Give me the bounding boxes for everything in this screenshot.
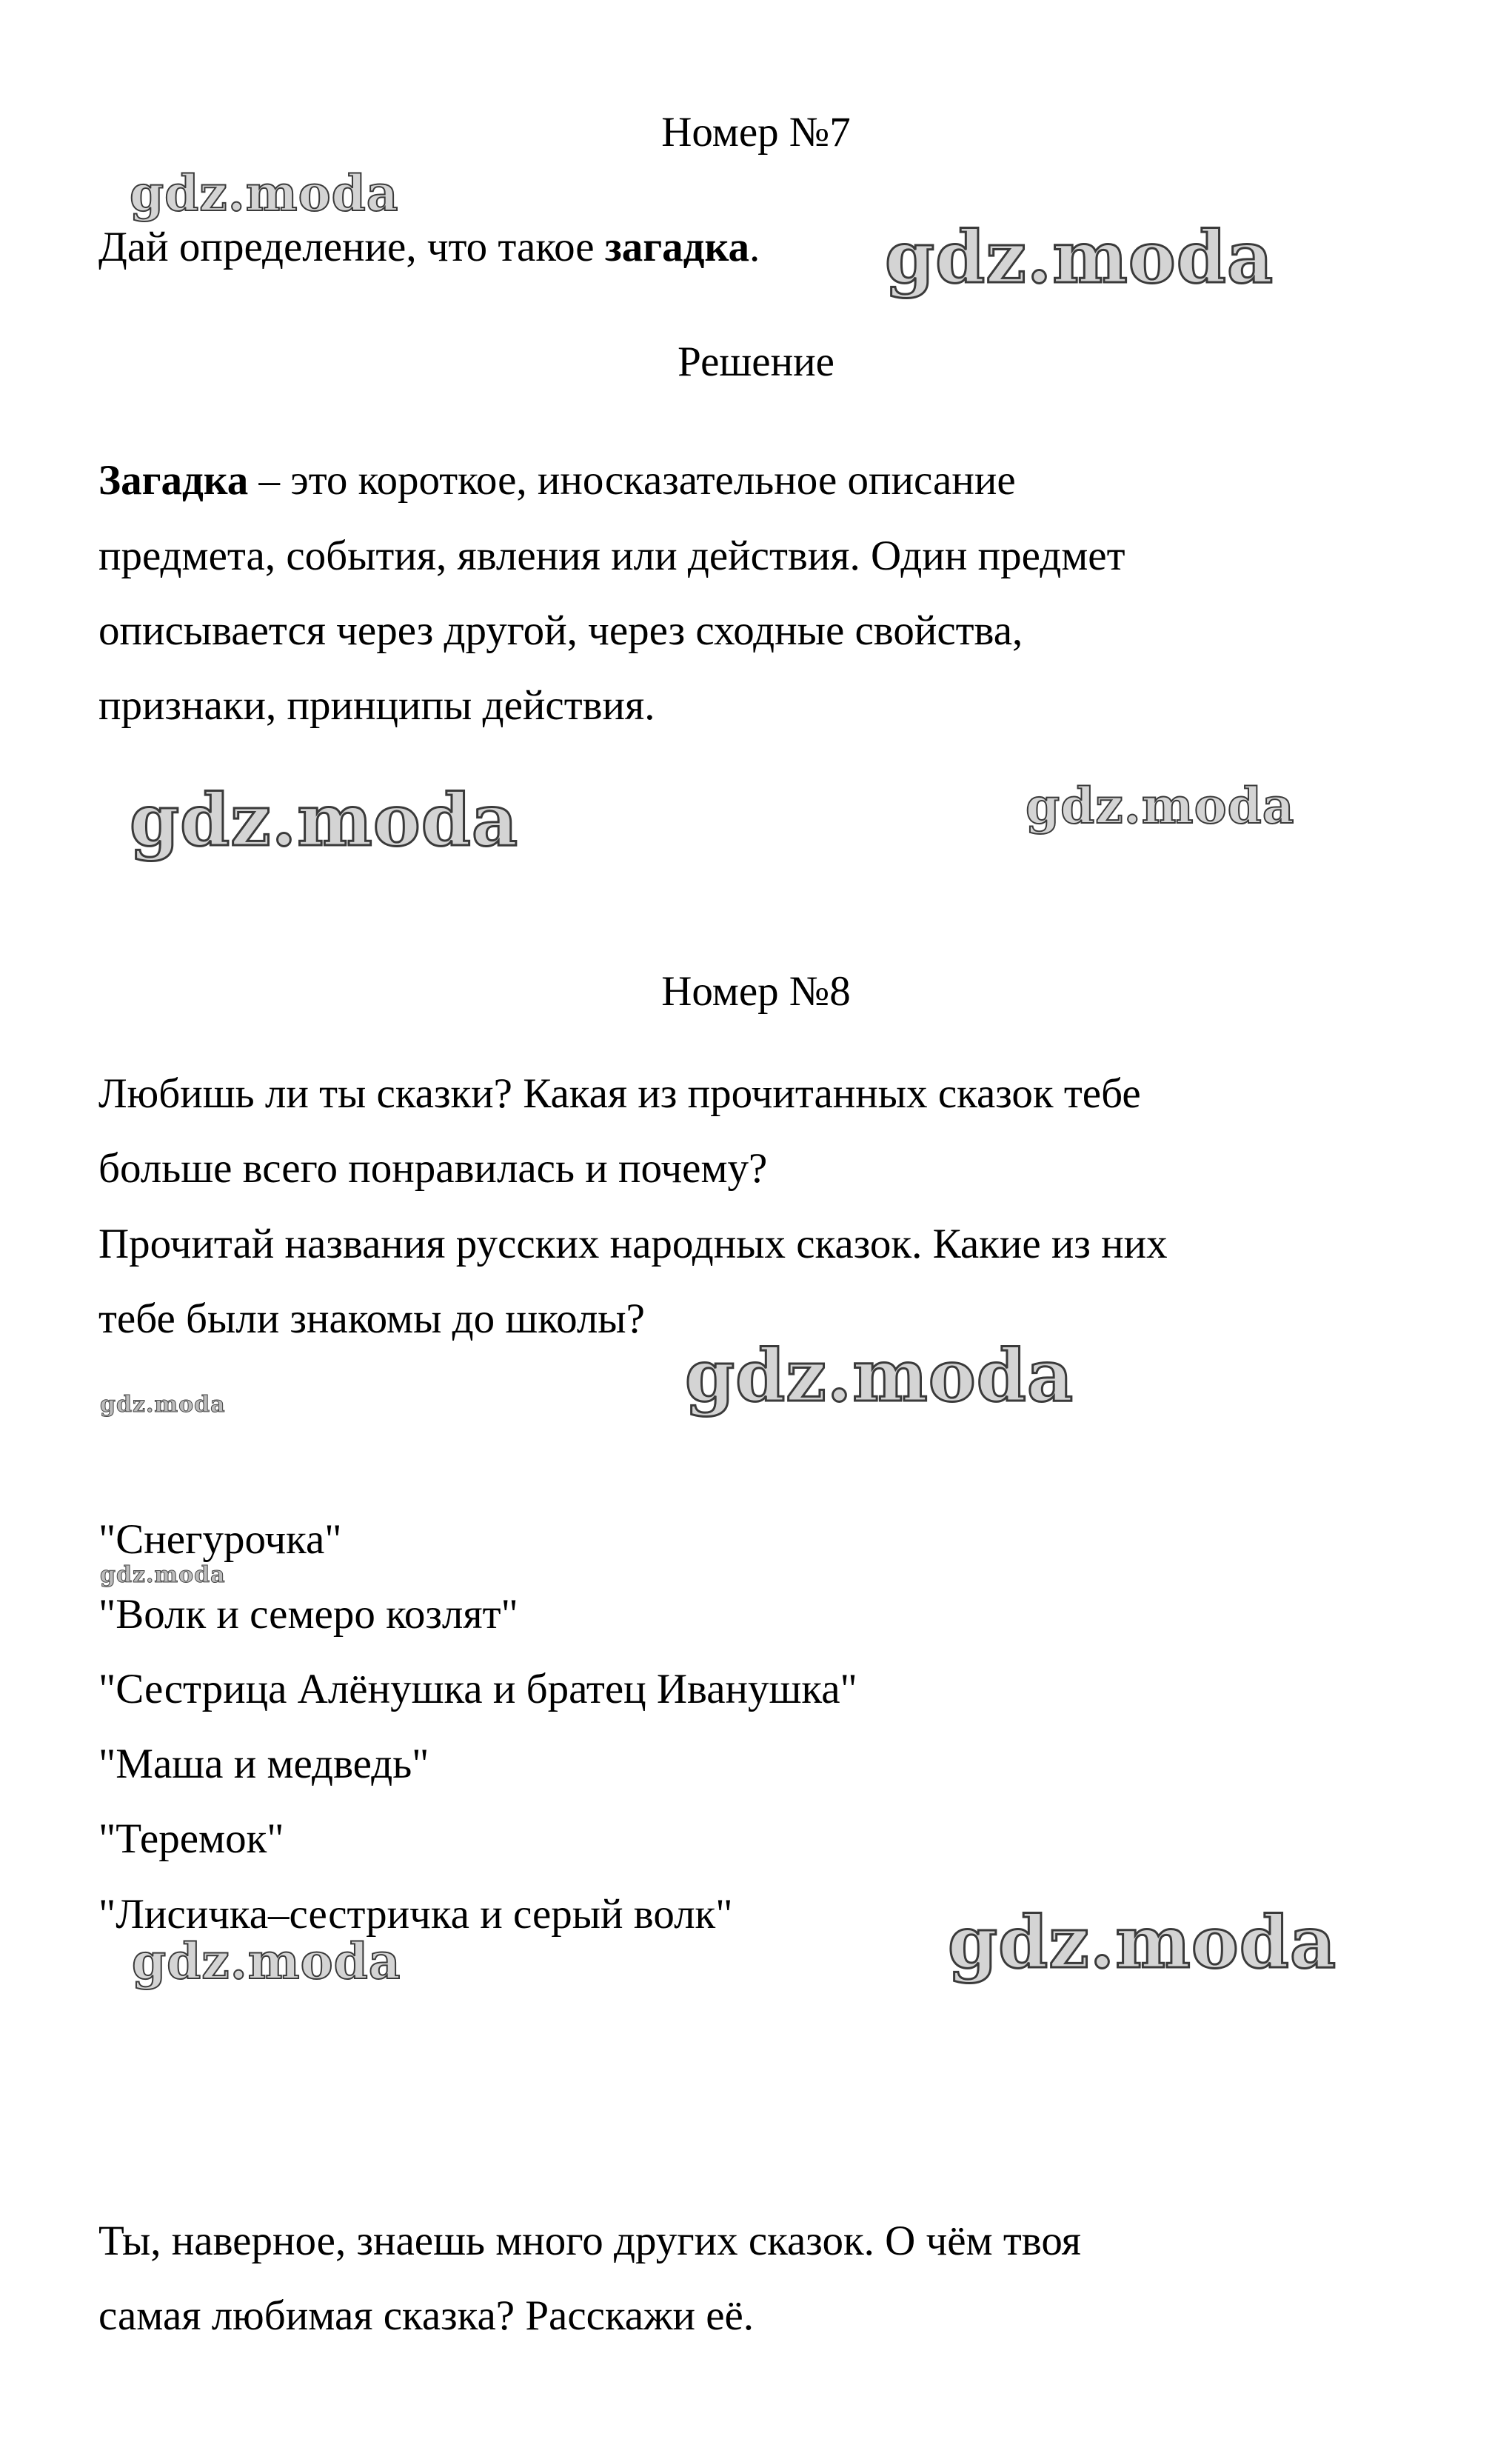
task7-answer-line-2: предмета, события, явления или действия. Один предмет <box>98 533 1125 579</box>
task7-answer-line-1-text: – это короткое, иносказательное описание <box>248 457 1016 504</box>
task7-heading: Номер №7 <box>661 109 851 156</box>
task7-question-suffix: . <box>749 224 760 270</box>
watermark-logo: gdz.moda <box>100 1392 226 1418</box>
tale-item: "Лисичка–сестричка и серый волк" <box>98 1891 733 1938</box>
task7-answer-line-1 <box>98 457 1016 504</box>
task7-solution-heading: Решение <box>678 338 834 385</box>
watermark-logo: gdz.moda <box>685 1334 1074 1418</box>
task7-answer-line-4: признаки, принципы действия. <box>98 682 655 729</box>
tale-item: "Маша и медведь" <box>98 1741 429 1787</box>
watermark-logo: gdz.moda <box>885 216 1274 299</box>
tale-item: "Сестрица Алёнушка и братец Иванушка" <box>98 1666 857 1712</box>
watermark-logo: gdz.moda <box>132 1932 401 1990</box>
watermark-logo: gdz.moda <box>100 1562 226 1588</box>
task7-question-term: загадка <box>604 224 749 270</box>
task8-closing-line-1: Ты, наверное, знаешь много других сказок. О чём твоя <box>98 2218 1081 2264</box>
task8-closing-line-2: самая любимая сказка? Расскажи её. <box>98 2292 755 2339</box>
task8-heading: Номер №8 <box>661 968 851 1015</box>
task7-answer-line-3: описывается через другой, через сходные свойства, <box>98 607 1023 654</box>
tale-item: "Снегурочка" <box>98 1516 342 1563</box>
watermark-logo: gdz.moda <box>948 1901 1337 1984</box>
task8-line-3: Прочитай названия русских народных сказок. Какие из них <box>98 1221 1168 1267</box>
task8-line-4: тебе были знакомы до школы? <box>98 1295 645 1342</box>
task7-answer-term: Загадка <box>98 457 249 504</box>
task8-line-2: больше всего понравилась и почему? <box>98 1145 768 1192</box>
task8-line-1: Любишь ли ты сказки? Какая из прочитанных сказок тебе <box>98 1070 1141 1117</box>
watermark-logo: gdz.moda <box>130 778 519 862</box>
tale-item: "Волк и семеро козлят" <box>98 1591 518 1638</box>
watermark-logo: gdz.moda <box>1026 777 1295 835</box>
task7-question <box>98 226 760 268</box>
watermark-logo: gdz.moda <box>130 164 399 222</box>
tale-item: "Теремок" <box>98 1815 284 1862</box>
task7-question-prefix: Дай определение, что такое <box>98 224 605 270</box>
